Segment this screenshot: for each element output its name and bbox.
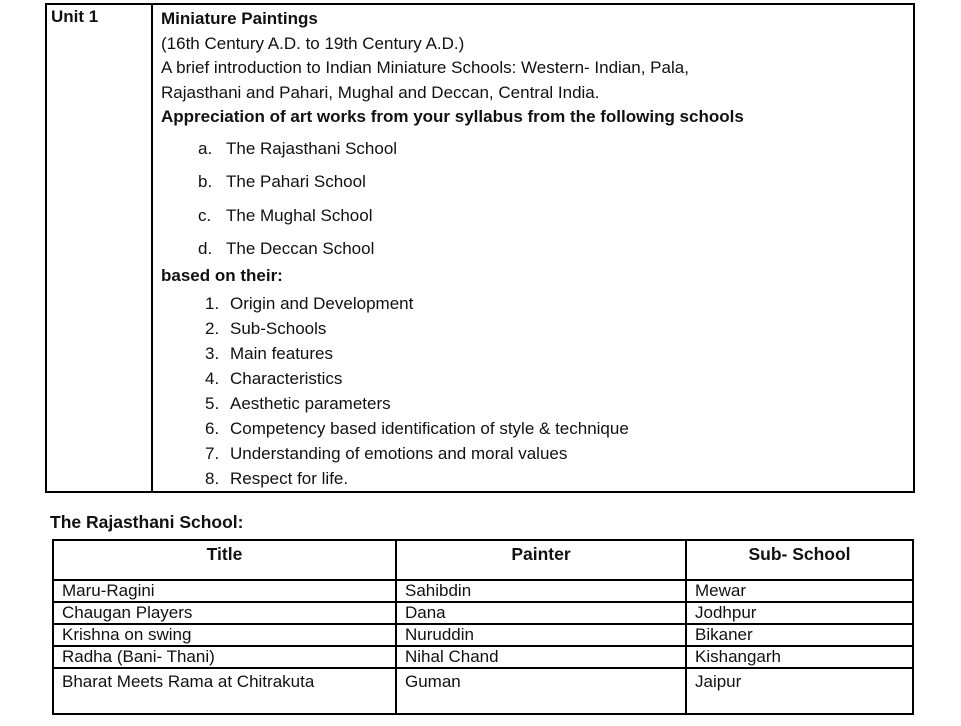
column-header-painter: Painter — [396, 540, 686, 580]
unit-intro-line-1: A brief introduction to Indian Miniature Schools: Western- Indian, Pala, — [161, 58, 689, 78]
list-item — [205, 416, 907, 441]
column-header-sub-school: Sub- School — [686, 540, 913, 580]
cell-painter: Sahibdin — [396, 580, 686, 602]
list-marker: a. — [198, 138, 213, 158]
list-item — [198, 173, 907, 191]
list-item — [205, 466, 907, 491]
list-item-text: The Rajasthani School — [226, 138, 398, 158]
list-item — [205, 366, 907, 391]
list-marker: b. — [198, 172, 213, 192]
cell-painter: Guman — [396, 668, 686, 714]
list-item — [205, 341, 907, 366]
list-item-text: Aesthetic parameters — [230, 394, 391, 414]
list-item — [198, 240, 907, 258]
cell-title: Chaugan Players — [53, 602, 396, 624]
list-marker: d. — [198, 239, 213, 259]
unit-table — [45, 3, 915, 493]
table-header-row — [53, 540, 913, 580]
list-item-text: Main features — [230, 344, 333, 364]
section-heading: The Rajasthani School: — [50, 512, 244, 532]
cell-sub-school: Kishangarh — [686, 646, 913, 668]
rajasthani-school-table — [52, 539, 914, 715]
cell-painter: Nihal Chand — [396, 646, 686, 668]
cell-title: Bharat Meets Rama at Chitrakuta — [53, 668, 396, 714]
list-marker: 2. — [205, 319, 220, 339]
based-on-label: based on their: — [161, 266, 283, 286]
list-item — [198, 207, 907, 225]
cell-title: Radha (Bani- Thani) — [53, 646, 396, 668]
cell-painter: Dana — [396, 602, 686, 624]
table-row — [53, 646, 913, 668]
list-item-text: Understanding of emotions and moral values — [230, 444, 568, 464]
list-item-text: The Pahari School — [226, 172, 366, 192]
unit-title: Miniature Paintings — [161, 9, 318, 28]
list-item — [205, 441, 907, 466]
cell-sub-school: Jaipur — [686, 668, 913, 714]
list-marker: 7. — [205, 444, 220, 464]
unit-label: Unit 1 — [51, 7, 99, 26]
list-marker: 6. — [205, 419, 220, 439]
list-marker: c. — [198, 205, 212, 225]
list-item-text: Characteristics — [230, 369, 343, 389]
list-marker: 4. — [205, 369, 220, 389]
table-row — [53, 602, 913, 624]
list-marker: 3. — [205, 344, 220, 364]
list-item-text: Respect for life. — [230, 469, 349, 489]
unit-content-cell — [153, 5, 913, 491]
unit-appreciation: Appreciation of art works from your syllabus from the following schools — [161, 107, 744, 127]
unit-intro-line-2: Rajasthani and Pahari, Mughal and Deccan, Central India. — [161, 82, 600, 102]
unit-subtitle: (16th Century A.D. to 19th Century A.D.) — [161, 33, 465, 53]
cell-title: Krishna on swing — [53, 624, 396, 646]
table-row — [53, 580, 913, 602]
list-item — [198, 140, 907, 158]
cell-sub-school: Jodhpur — [686, 602, 913, 624]
unit-label-cell — [47, 5, 153, 491]
list-item-text: The Deccan School — [226, 239, 375, 259]
column-header-title: Title — [53, 540, 396, 580]
list-item-text: Competency based identification of style & technique — [230, 419, 629, 439]
list-marker: 1. — [205, 294, 220, 314]
list-item — [205, 316, 907, 341]
schools-list — [161, 140, 907, 259]
cell-sub-school: Bikaner — [686, 624, 913, 646]
list-item-text: The Mughal School — [226, 205, 373, 225]
list-item — [205, 291, 907, 316]
list-marker: 8. — [205, 469, 220, 489]
cell-sub-school: Mewar — [686, 580, 913, 602]
criteria-list — [161, 291, 907, 491]
cell-painter: Nuruddin — [396, 624, 686, 646]
table-row — [53, 668, 913, 714]
list-item-text: Sub-Schools — [230, 319, 327, 339]
cell-title: Maru-Ragini — [53, 580, 396, 602]
table-row — [53, 624, 913, 646]
list-item — [205, 391, 907, 416]
list-marker: 5. — [205, 394, 220, 414]
list-item-text: Origin and Development — [230, 294, 414, 314]
